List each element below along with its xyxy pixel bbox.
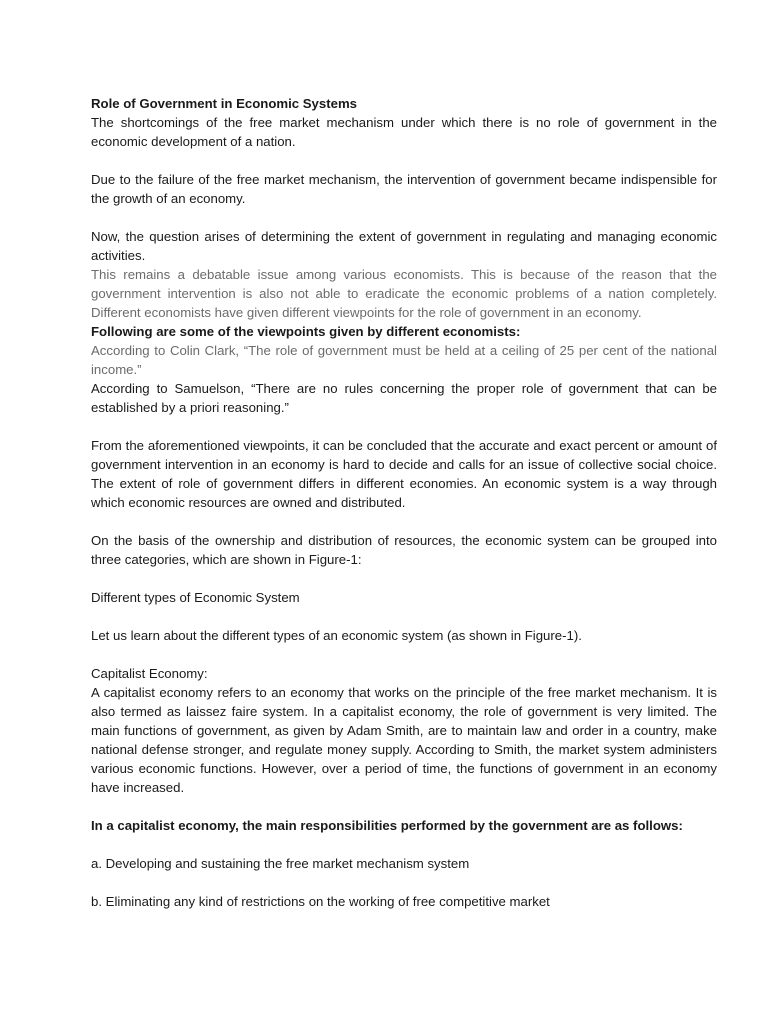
paragraph-debate: This remains a debatable issue among various economists. This is because of the reason that the government intervention is also not able to eradicate the economic problems of a nation completely. Different economists have given different viewpoints for the role of government in an economy. xyxy=(91,267,717,320)
list-item-a: a. Developing and sustaining the free market mechanism system xyxy=(91,856,470,871)
spacer xyxy=(91,208,717,227)
paragraph-categories: On the basis of the ownership and distribution of resources, the economic system can be grouped into three categories, which are shown in Figure-1: xyxy=(91,533,717,567)
spacer xyxy=(91,873,717,892)
spacer xyxy=(91,512,717,531)
paragraph-learn: Let us learn about the different types of an economic system (as shown in Figure-1). xyxy=(91,628,582,643)
spacer xyxy=(91,151,717,170)
paragraph-capitalist: A capitalist economy refers to an economy that works on the principle of the free market mechanism. It is also termed as laissez faire system. In a capitalist economy, the role of government is very limited. The main functions of government, as given by Adam Smith, are to maintain law and order in a country, make national defense stronger, and regulate money supply. According to Smith, the market system administers various economic functions. However, over a period of time, the functions of government in an economy have increased. xyxy=(91,685,717,795)
quote-samuelson: According to Samuelson, “There are no rules concerning the proper role of government that can be established by a priori reasoning.” xyxy=(91,381,717,415)
quote-colin-clark: According to Colin Clark, “The role of government must be held at a ceiling of 25 per cent of the national income.” xyxy=(91,343,717,377)
document-title: Role of Government in Economic Systems xyxy=(91,96,358,111)
list-item-b: b. Eliminating any kind of restrictions on the working of free competitive market xyxy=(91,894,550,909)
paragraph-intro: The shortcomings of the free market mechanism under which there is no role of government in the economic development of a nation. xyxy=(91,115,717,149)
section-heading-capitalist: Capitalist Economy: xyxy=(91,666,208,681)
paragraph-question: Now, the question arises of determining the extent of government in regulating and managing economic activities. xyxy=(91,229,717,263)
paragraph-responsibilities-heading: In a capitalist economy, the main responsibilities performed by the government are as follows: xyxy=(91,818,683,833)
spacer xyxy=(91,607,717,626)
document-body xyxy=(91,94,717,911)
spacer xyxy=(91,417,717,436)
spacer xyxy=(91,797,717,816)
spacer xyxy=(91,645,717,664)
paragraph-figure-caption: Different types of Economic System xyxy=(91,590,300,605)
paragraph-conclusion: From the aforementioned viewpoints, it can be concluded that the accurate and exact percent or amount of government intervention in an economy is hard to decide and calls for an issue of collective social choice. The extent of role of government differs in different economies. An economic system is a way through which economic resources are owned and distributed. xyxy=(91,438,717,510)
spacer xyxy=(91,835,717,854)
paragraph-failure: Due to the failure of the free market mechanism, the intervention of government became indispensible for the growth of an economy. xyxy=(91,172,717,206)
paragraph-viewpoints-heading: Following are some of the viewpoints given by different economists: xyxy=(91,324,521,339)
spacer xyxy=(91,569,717,588)
